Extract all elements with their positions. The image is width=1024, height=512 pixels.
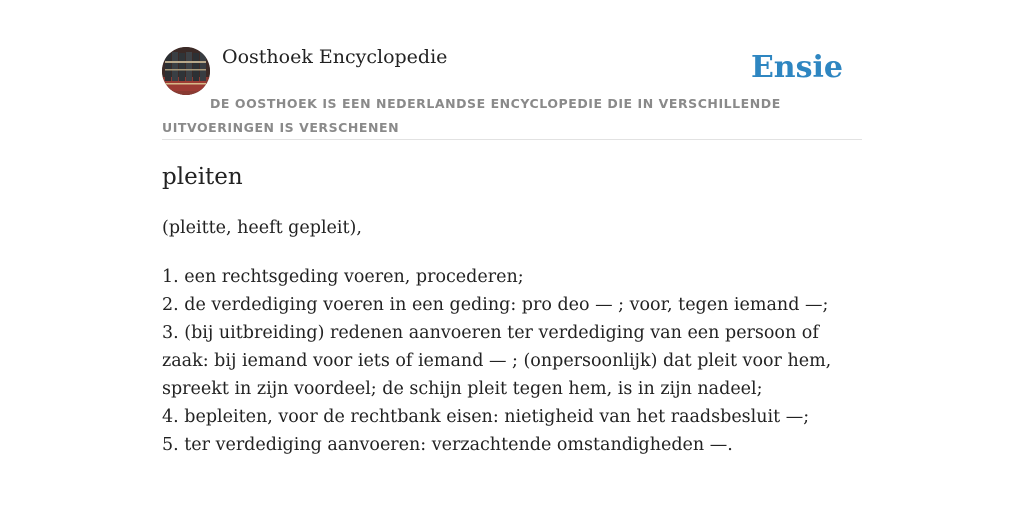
encyclopedia-books-icon	[162, 47, 210, 95]
definition-item: 2. de verdediging voeren in een geding: pro deo — ; voor, tegen iemand —;	[162, 295, 829, 315]
page	[162, 0, 862, 512]
definition-item: 5. ter verdediging aanvoeren: verzachtende omstandigheden —.	[162, 435, 733, 455]
definition-list	[162, 263, 862, 459]
source-avatar[interactable]	[162, 47, 210, 95]
source-description: DE OOSTHOEK IS EEN NEDERLANDSE ENCYCLOPEDIE DIE IN VERSCHILLENDE UITVOERINGEN IS VERSCHENEN	[162, 96, 781, 135]
definition-item: 1. een rechtsgeding voeren, procederen;	[162, 267, 524, 287]
ensie-logo[interactable]: Ensie	[750, 50, 843, 85]
source-title-link[interactable]: Oosthoek Encyclopedie	[222, 46, 448, 68]
definition-item: 4. bepleiten, voor de rechtbank eisen: nietigheid van het raadsbesluit —;	[162, 407, 810, 427]
entry-grammar: (pleitte, heeft gepleit),	[162, 218, 362, 238]
source-header	[162, 0, 862, 140]
entry-headword: pleiten	[162, 164, 243, 190]
definition-item: 3. (bij uitbreiding) redenen aanvoeren ter verdediging van een persoon of zaak: bij iemand voor iets of iemand — ; (onpersoonlijk) dat pleit voor hem, spreekt in zijn voordeel; de schijn pleit tegen hem, is in zijn nadeel;	[162, 323, 832, 399]
